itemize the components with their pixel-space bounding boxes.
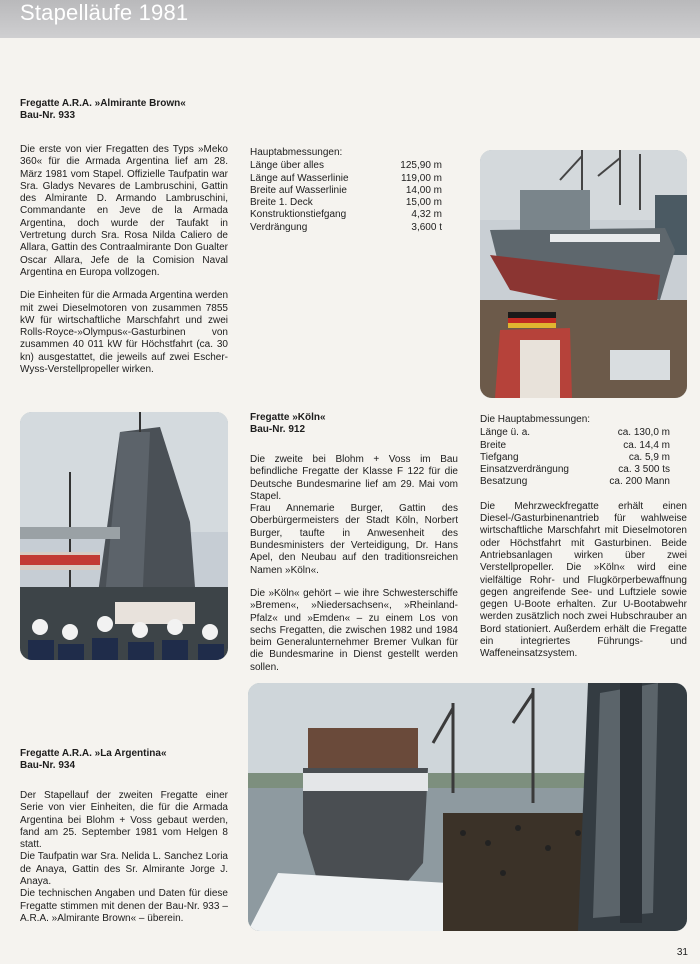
dimensions-row: [480, 452, 670, 464]
dimension-label: Breite: [480, 439, 507, 451]
paragraph: Die »Köln« gehört – wie ihre Schwesterschiffe »Bremen«, »Niedersachsen«, »Rheinland-Pfalz« und »Emden« – zu einem Los von sechs Fregatten, die zwischen 1982 und 1984 beim Generalunternehmer Bremer Vulkan für die Bundesmarine in Dienst gestellt werden sollen.: [250, 587, 458, 673]
dimensions-row: [480, 476, 670, 488]
heading-build-number: Bau-Nr. 912: [250, 424, 306, 435]
dimensions-table: [250, 160, 442, 234]
dimensions-row: [480, 464, 670, 476]
dimension-value: 3,600 t: [411, 221, 442, 233]
section-heading: [250, 412, 458, 436]
dimension-label: Länge ü. a.: [480, 427, 531, 439]
dimension-value: ca. 3 500 ts: [618, 464, 670, 476]
dimension-value: 14,00 m: [405, 184, 442, 196]
page-number: 31: [676, 947, 688, 958]
dimension-label: Länge über alles: [250, 160, 324, 172]
dimensions-row: [480, 440, 670, 452]
dimensions-title: Hauptabmessungen:: [250, 147, 343, 158]
paragraph: Frau Annemarie Burger, Gattin des Oberbürgermeisters der Stadt Köln, Norbert Burger, taufte in Anwesenheit des Bundesministers der Verteidigung, Dr. Hans Apel, den Neubau auf den traditionsreichen Namen »Köln«.: [250, 503, 458, 576]
dimension-value: 125,90 m: [400, 160, 442, 172]
page-title: Stapelläufe 1981: [20, 0, 189, 25]
paragraph: Die Taufpatin war Sra. Nelida L. Sanchez Loria de Anaya, Gattin des Sr. Almirante Jorge J. Anaya.: [20, 851, 228, 888]
dimensions-row: [250, 222, 442, 234]
dimension-value: 15,00 m: [405, 197, 442, 209]
dimension-value: ca. 14,4 m: [623, 439, 670, 451]
paragraph: Der Stapellauf der zweiten Fregatte einer Serie von vier Einheiten, die für die Armada Argentina bei Blohm + Voss gebaut werden, fand am 25. September 1981 vom Helgen 8 statt.: [20, 790, 228, 851]
dimensions-row: [250, 160, 442, 172]
dimension-label: Länge auf Wasserlinie: [250, 172, 349, 184]
dimensions-row: [250, 209, 442, 221]
dimension-label: Tiefgang: [480, 451, 519, 463]
dimensions-koeln: [480, 414, 687, 672]
paragraph: Die zweite bei Blohm + Voss im Bau befindliche Fregatte der Klasse F 122 für die Deutsche Bundesmarine lief am 29. Mai vom Stapel.: [250, 454, 458, 502]
heading-ship-name: Fregatte A.R.A. »La Argentina«: [20, 748, 167, 759]
dimension-label: Konstruktionstiefgang: [250, 209, 347, 221]
dimension-value: ca. 130,0 m: [617, 427, 670, 439]
dimension-label: Einsatzverdrängung: [480, 464, 569, 476]
dimension-value: ca. 5,9 m: [628, 451, 670, 463]
section-almirante-brown: [20, 98, 228, 387]
dimension-value: ca. 200 Mann: [609, 476, 670, 488]
dimensions-table: [480, 427, 670, 488]
dimension-label: Verdrängung: [250, 221, 308, 233]
dimension-value: 4,32 m: [411, 209, 442, 221]
heading-ship-name: Fregatte A.R.A. »Almirante Brown«: [20, 98, 186, 109]
section-heading: [20, 98, 228, 122]
dimensions-row: [480, 427, 670, 439]
heading-build-number: Bau-Nr. 934: [20, 760, 76, 771]
photo-la-argentina-launch: [248, 683, 687, 931]
paragraph: Die technischen Angaben und Daten für diese Fregatte stimmen mit denen der Bau-Nr. 933 – A.R.A. »Almirante Brown« – überein.: [20, 888, 228, 924]
paragraph: Die erste von vier Fregatten des Typs »Meko 360« für die Armada Argentina lief am 28. März 1981 vom Stapel. Offizielle Taufpatin war Sra. Gladys Nevares de Lambruschini, Gattin des Almirante D. Armando Lambruschini, Commandante en Jeve de la Armada Argentina, doch wurde der Taufakt in Vertretung durch Sra. Rosa Nilda Caliero de Allara, Gattin des Contraalmirante Don Gualter Oscar Allara, Jefe de la Comision Naval Argentina en Europa vollzogen.: [20, 144, 228, 278]
dimension-label: Besatzung: [480, 476, 528, 488]
dimension-label: Breite auf Wasserlinie: [250, 184, 347, 196]
section-heading: [20, 748, 228, 772]
paragraph: Die Mehrzweckfregatte erhält einen Diesel-/Gasturbinenantrieb für wahlweise wirtschaftliche Marschfahrt mit Dieselmotoren oder Höchstfahrt mit Gasturbinen. Beide Antriebsanlagen wirken über zwei Verstellpropeller. Die »Köln« wird eine vielfältige Rohr- und Flugkörperbewaffnung gegen angreifende See- und Luftziele sowie gegen U-Boote erhalten. Zur U-Bootabwehr werden zusätzlich noch zwei Hubschrauber an Bord stationiert. Außerdem erhält die Fregatte ein integriertes Führungs- und Waffeneinsatzsystem.: [480, 500, 687, 660]
dimensions-almirante-brown: [250, 147, 442, 234]
dimension-value: 119,00 m: [401, 172, 442, 184]
heading-build-number: Bau-Nr. 933: [20, 110, 76, 121]
photo-almirante-brown-launch: [480, 150, 687, 398]
paragraph: Die Einheiten für die Armada Argentina werden mit zwei Dieselmotoren von zusammen 7855 kW für wirtschaftliche Marschfahrt und zwei Rolls-Royce-»Olympus«-Gasturbinen von zusammen 40 011 kW für Höchstfahrt (ca. 30 kn) ausgestattet, die jeweils auf zwei Escher-Wyss-Verstellpropeller wirken.: [20, 290, 228, 376]
photo-koeln-ceremony: [20, 412, 228, 660]
dimension-label: Breite 1. Deck: [250, 197, 313, 209]
section-koeln: [250, 412, 458, 685]
dimensions-row: [250, 197, 442, 209]
dimensions-row: [250, 185, 442, 197]
dimensions-row: [250, 173, 442, 185]
heading-ship-name: Fregatte »Köln«: [250, 412, 326, 423]
dimensions-title: Die Hauptabmessungen:: [480, 414, 591, 425]
section-la-argentina: [20, 748, 228, 936]
